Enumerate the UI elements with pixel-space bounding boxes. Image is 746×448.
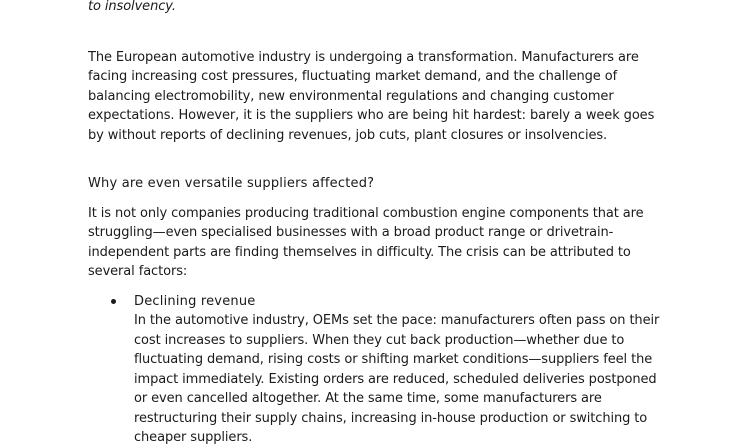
lead-paragraph-tail: to insolvency. xyxy=(88,0,176,14)
intro-paragraph: The European automotive industry is undergoing a transformation. Manufacturers are facing increasing cost pressures, fluctuating market demand, and the challenge of balancing electromobility, new environmental regulations and changing customer expectations. However, it is the suppliers who are being hit hardest: barely a week goes by without reports of declining revenues, job cuts, plant closures or insolvencies. xyxy=(88,49,655,143)
factors-list xyxy=(88,292,668,448)
factor-body: In the automotive industry, OEMs set the pace: manufacturers often pass on their cost increases to suppliers. When they cut back production—whether due to fluctuating demand, rising costs or shifting market conditions—suppliers feel the impact immediately. Existing orders are reduced, scheduled deliveries postponed or even cancelled altogether. At the same time, some manufacturers are restructuring their supply chains, increasing in-house production or switching to cheaper suppliers. xyxy=(134,313,660,445)
section-heading: Why are even versatile suppliers affected? xyxy=(88,176,375,191)
factor-title: Declining revenue xyxy=(134,293,256,309)
bullet-icon xyxy=(111,299,116,304)
article-body xyxy=(88,0,668,448)
list-item xyxy=(88,292,668,448)
section-intro-paragraph: It is not only companies producing traditional combustion engine components that are struggling—even specialised businesses with a broad product range or drivetrain-independent parts are finding themselves in difficulty. The crisis can be attributed to several factors: xyxy=(88,205,644,279)
